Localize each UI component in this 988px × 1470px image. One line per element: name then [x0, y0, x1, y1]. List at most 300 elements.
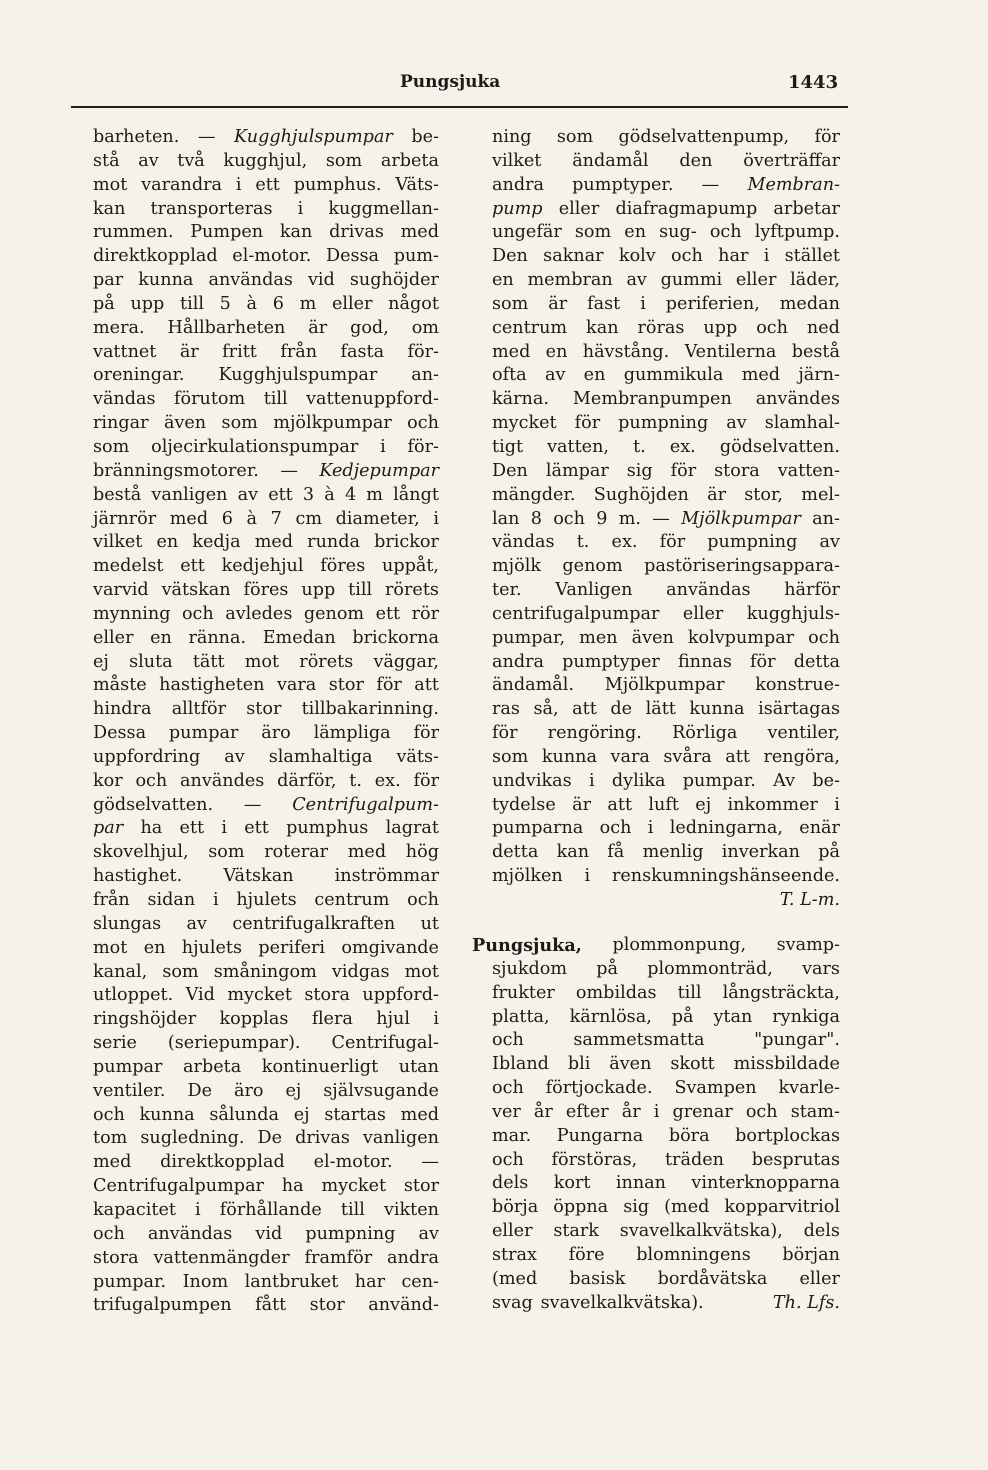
word: eller — [735, 270, 777, 291]
word: Centrifugalpum- — [292, 794, 439, 815]
word: av — [138, 150, 159, 171]
word: mot — [93, 937, 128, 958]
text-line — [93, 913, 439, 937]
text-line — [472, 1077, 840, 1101]
word: järnrör — [93, 508, 157, 529]
word: brickor — [374, 532, 439, 553]
word: avledes — [225, 603, 293, 624]
word: Sughöjden — [593, 484, 689, 505]
word: centrifugalkraften — [232, 913, 396, 934]
word: två — [177, 150, 205, 171]
word: kunna — [138, 270, 194, 291]
word: luft — [648, 794, 679, 815]
word: är — [308, 317, 328, 338]
word: (med — [664, 1197, 710, 1218]
word: och — [492, 1078, 524, 1099]
word: besprutas — [751, 1149, 840, 1170]
word: detta — [492, 842, 539, 863]
word: men — [579, 627, 618, 648]
text-line — [472, 1268, 840, 1292]
word: brickorna — [352, 627, 439, 648]
text-line — [93, 651, 439, 675]
word: — — [421, 1152, 439, 1173]
word: till — [263, 389, 288, 410]
text-line — [93, 508, 439, 532]
word: ver — [492, 1101, 521, 1122]
word: kolv — [618, 246, 656, 267]
word: direktkopplad — [160, 1152, 285, 1173]
word: mel- — [801, 484, 840, 505]
word: trifugalpumpen — [93, 1295, 232, 1316]
author-signature: Th. Lfs. — [772, 1292, 840, 1313]
word: utloppet. — [93, 985, 174, 1006]
text-line — [492, 865, 840, 889]
word: an- — [812, 508, 840, 529]
word: härför — [784, 580, 840, 601]
word: detta — [793, 651, 840, 672]
text-line — [492, 126, 840, 150]
word: 4 — [344, 484, 357, 505]
word: vars — [802, 958, 840, 979]
text-line — [93, 150, 439, 174]
word: mot — [244, 651, 280, 672]
word: sug- — [659, 222, 697, 243]
word: dels — [803, 1221, 840, 1242]
word: upp — [130, 293, 165, 314]
word: användas — [208, 270, 293, 291]
word: kan — [93, 198, 126, 219]
word: uppåt, — [381, 556, 439, 577]
word: att — [572, 699, 597, 720]
word: i — [763, 246, 770, 267]
word: på — [93, 293, 115, 314]
word: som — [492, 293, 529, 314]
word: röras — [637, 317, 685, 338]
text-line — [492, 460, 840, 484]
word: av — [626, 270, 647, 291]
text-line — [93, 1008, 439, 1032]
word: som — [556, 127, 594, 147]
word: stor — [403, 1176, 439, 1197]
text-line — [492, 317, 840, 341]
word: sluta — [129, 651, 173, 672]
word: vilket — [492, 150, 542, 171]
word: pumpning — [305, 1223, 396, 1244]
word: lan — [492, 508, 520, 529]
word: Pumpen — [190, 222, 264, 243]
word: och — [599, 818, 632, 839]
text-line — [93, 245, 439, 269]
word: 6 — [272, 293, 284, 314]
word: ex. — [669, 436, 696, 457]
word: kunna — [541, 746, 597, 767]
word: från — [93, 890, 130, 910]
word: en — [143, 937, 166, 958]
word: rörets — [299, 651, 354, 672]
word: mycket — [321, 1176, 387, 1197]
word: — — [280, 460, 298, 481]
text-line — [93, 1247, 439, 1271]
word: i — [297, 198, 304, 219]
word: barheten. — [93, 127, 180, 147]
word: innan — [615, 1173, 666, 1194]
word: à — [246, 293, 258, 314]
word: som — [162, 961, 199, 982]
word: ett — [180, 556, 205, 577]
word: på — [596, 958, 619, 979]
text-line — [492, 245, 840, 269]
word: i — [221, 818, 227, 839]
word: diafragmapump — [615, 198, 758, 219]
word: t. — [349, 770, 362, 791]
word: lämpliga — [313, 723, 391, 744]
word: tätt — [192, 651, 225, 672]
word: i — [647, 818, 654, 839]
text-line — [93, 436, 439, 460]
text-line — [492, 221, 840, 245]
word: membran — [527, 270, 613, 291]
word: och — [709, 222, 742, 243]
word: vattenuppford- — [306, 389, 439, 410]
word: av — [237, 484, 259, 505]
word: konstrue- — [755, 675, 840, 696]
word: undvikas — [492, 770, 572, 791]
word: Den — [492, 460, 528, 481]
word: rynkiga — [772, 1006, 840, 1027]
text-line — [492, 674, 840, 698]
word: Emedan — [262, 627, 336, 648]
word: av — [224, 746, 245, 767]
word: hastighet. — [93, 866, 183, 887]
word: måste — [93, 675, 147, 696]
text-line — [472, 1006, 840, 1030]
text-line — [93, 579, 439, 603]
word: hastigheten — [159, 675, 265, 696]
word: Pungarna — [556, 1125, 644, 1146]
word: början — [782, 1244, 840, 1265]
word: en — [583, 365, 606, 386]
text-line — [93, 1032, 439, 1056]
text-line — [93, 1175, 439, 1199]
word: ex. — [611, 532, 638, 553]
word: och — [407, 890, 439, 910]
word: bestå — [791, 341, 840, 362]
word: i — [380, 436, 386, 457]
text-line — [93, 484, 439, 508]
word: centrifugalpumpar — [492, 603, 660, 624]
word: användas — [666, 580, 751, 601]
word: slamhaltiga — [268, 746, 373, 767]
word: vatten, — [547, 436, 610, 457]
word: kopparvitriol — [724, 1197, 840, 1218]
word: plommonpung, — [612, 935, 747, 955]
word: sig — [623, 1197, 650, 1218]
word: i — [640, 293, 646, 314]
word: att — [414, 675, 439, 696]
word: stor, — [744, 484, 784, 505]
word: Inom — [182, 1271, 229, 1292]
word: med — [741, 365, 781, 386]
word: kopplas — [219, 1009, 289, 1030]
word: hindra — [93, 699, 152, 720]
word: bränningsmotorer. — [93, 460, 259, 481]
word: vatten- — [777, 460, 840, 481]
word: den — [679, 150, 713, 171]
header-rule — [71, 106, 848, 108]
word: dels — [492, 1173, 529, 1194]
word: an- — [411, 365, 439, 386]
word: är — [707, 484, 726, 505]
word: är — [548, 293, 568, 314]
word: rörets — [385, 580, 439, 601]
word: pumphus — [286, 818, 369, 839]
word: Mjölkpumpar — [604, 675, 725, 696]
word: rengöring. — [547, 723, 642, 744]
word: en — [156, 532, 179, 553]
text-line — [93, 889, 439, 913]
word: skovelhjul, — [93, 842, 189, 863]
text-line — [93, 865, 439, 889]
word: kor — [93, 770, 123, 791]
word: drivas — [329, 222, 384, 243]
word: i — [834, 794, 840, 815]
word: andra — [387, 1247, 439, 1268]
word: finnas — [677, 651, 732, 672]
word: renskumningshänseende. — [611, 866, 840, 887]
word: oljecirkulationspumpar — [151, 436, 359, 457]
text-line — [93, 198, 439, 222]
word: och — [181, 603, 214, 624]
word: även — [631, 627, 674, 648]
right-column — [492, 126, 840, 913]
word: förstöras, — [551, 1149, 638, 1170]
text-line — [93, 770, 439, 794]
word: fått — [255, 1295, 287, 1316]
text-line — [93, 627, 439, 651]
word: sjukdom — [492, 958, 568, 979]
word: rummen. — [93, 222, 174, 243]
word: Hållbarheten — [167, 317, 286, 338]
word: för — [376, 675, 402, 696]
text-line — [492, 508, 840, 532]
word: par — [93, 270, 124, 291]
word: alltför — [171, 699, 227, 720]
word: uppfordring — [93, 746, 201, 767]
word: för — [814, 127, 840, 147]
text-line — [93, 1199, 439, 1223]
word: ha — [281, 1176, 304, 1197]
word: en — [150, 627, 172, 648]
word: mängder. — [492, 484, 576, 505]
word: cm — [295, 508, 323, 529]
word: genom — [562, 556, 623, 577]
word: svåra — [663, 746, 712, 767]
text-line — [492, 722, 840, 746]
word: stor — [328, 675, 364, 696]
word: kapacitet — [93, 1199, 176, 1220]
word: pump — [492, 198, 543, 219]
word: ungefär — [492, 222, 562, 243]
word: som — [574, 222, 612, 243]
word: rengöra, — [763, 746, 840, 767]
word: basisk — [569, 1268, 626, 1289]
text-line — [472, 1125, 840, 1149]
text-line — [472, 958, 840, 982]
word: kugghjul, — [223, 150, 308, 171]
word: vändas — [492, 532, 555, 553]
text-line — [492, 627, 840, 651]
word: som — [93, 436, 130, 457]
text-line — [93, 984, 439, 1008]
text-line — [93, 722, 439, 746]
word: ras — [492, 699, 520, 720]
text-line — [93, 937, 439, 961]
word: ter. — [492, 580, 522, 601]
text-line — [93, 221, 439, 245]
word: och — [492, 1149, 524, 1170]
word: i — [195, 1199, 201, 1220]
word: långsträckta, — [722, 982, 840, 1003]
word: de — [610, 699, 633, 720]
word: kan — [556, 842, 590, 863]
text-line — [93, 841, 439, 865]
word: — — [652, 508, 670, 529]
word: isärtagas — [758, 699, 840, 720]
word: varandra — [141, 174, 223, 195]
word: dylika — [611, 770, 666, 791]
word: platta, — [492, 1006, 550, 1027]
word: till — [340, 1199, 365, 1220]
text-line — [93, 1104, 439, 1128]
word: även — [163, 413, 207, 434]
word: på — [671, 1006, 694, 1027]
word: sig — [626, 460, 653, 481]
word: (med — [492, 1268, 538, 1289]
word: missbildade — [733, 1054, 840, 1075]
text-line — [93, 1294, 439, 1318]
word: tigt — [492, 436, 524, 457]
word: vara — [610, 746, 650, 767]
word: Ventilerna — [684, 341, 777, 362]
word: vattenmängder — [153, 1247, 290, 1268]
word: Vätskan — [223, 866, 294, 887]
word: mjölk — [492, 556, 542, 577]
author-signature — [492, 889, 840, 913]
text-line — [472, 1220, 840, 1244]
word: kan — [586, 317, 619, 338]
text-line — [93, 1056, 439, 1080]
word: svavelkalkvätska). — [540, 1292, 704, 1313]
word: 7 — [270, 508, 282, 529]
word: ha — [140, 818, 163, 839]
word: centrum — [314, 890, 390, 910]
word: el-motor. — [232, 246, 312, 267]
word: och — [135, 770, 168, 791]
word: menlig — [642, 842, 704, 863]
word: pumpning — [707, 532, 798, 553]
text-line — [472, 1149, 840, 1173]
word: stora — [714, 460, 760, 481]
word: använd- — [368, 1295, 439, 1316]
word: efter — [565, 1101, 609, 1122]
word: ofta — [492, 365, 527, 386]
word: diameter, — [335, 508, 420, 529]
word: sammetsmatta — [573, 1030, 705, 1051]
word: t. — [633, 436, 646, 457]
word: och — [756, 317, 788, 338]
word: tydelse — [492, 794, 556, 815]
word: vändas — [93, 389, 156, 410]
word: för — [413, 770, 439, 791]
word: genom — [303, 603, 365, 624]
word: vanligen — [362, 1128, 439, 1149]
word: à — [246, 508, 258, 529]
word: med — [492, 341, 531, 362]
word: lantbruket — [244, 1271, 339, 1292]
word: upp — [301, 580, 336, 601]
word: hjulets — [181, 937, 243, 958]
word: Vanligen — [555, 580, 633, 601]
word: vid — [307, 270, 335, 291]
running-header — [0, 72, 988, 102]
text-line — [472, 1053, 840, 1077]
word: vattnet — [93, 341, 157, 362]
word: periferi — [258, 937, 326, 958]
word: gödselvatten. — [719, 436, 840, 457]
word: 8 — [530, 508, 542, 529]
word: förhållande — [219, 1199, 322, 1220]
word: ett — [268, 484, 293, 505]
word: Kugghjulspumpar — [218, 365, 378, 386]
word: en — [492, 270, 514, 291]
word: Av — [773, 770, 796, 791]
text-line — [93, 698, 439, 722]
word: lagrat — [385, 818, 439, 839]
word: cen- — [401, 1271, 439, 1292]
word: ett — [375, 603, 401, 624]
word: mjölken — [492, 866, 563, 887]
word: gödselvatten. — [93, 794, 214, 815]
word: andra — [492, 651, 544, 672]
word: frukter — [492, 982, 555, 1003]
word: pumpar. — [682, 770, 756, 791]
word: pumptyper. — [572, 174, 674, 195]
word: som — [221, 413, 258, 434]
word: som — [325, 150, 363, 171]
word: öppna — [553, 1197, 609, 1218]
word: äro — [261, 723, 291, 744]
word: i — [433, 1009, 439, 1030]
word: ventiler. — [93, 1080, 166, 1101]
word: som — [208, 842, 245, 863]
text-line — [93, 674, 439, 698]
word: gummikula — [623, 365, 724, 386]
word: långt — [393, 484, 439, 505]
word: så, — [533, 699, 559, 720]
word: hög — [405, 842, 439, 863]
word: arbeta — [183, 1056, 242, 1077]
word: bestå — [93, 484, 142, 505]
word: stå — [93, 150, 120, 171]
word: Den — [492, 246, 528, 267]
word: ränna. — [188, 627, 247, 648]
word: centrum — [492, 317, 568, 338]
word: 6 — [221, 508, 233, 529]
word: vid — [255, 1223, 283, 1244]
word: tom — [93, 1128, 128, 1149]
word: böra — [668, 1125, 710, 1146]
word: för — [670, 460, 697, 481]
